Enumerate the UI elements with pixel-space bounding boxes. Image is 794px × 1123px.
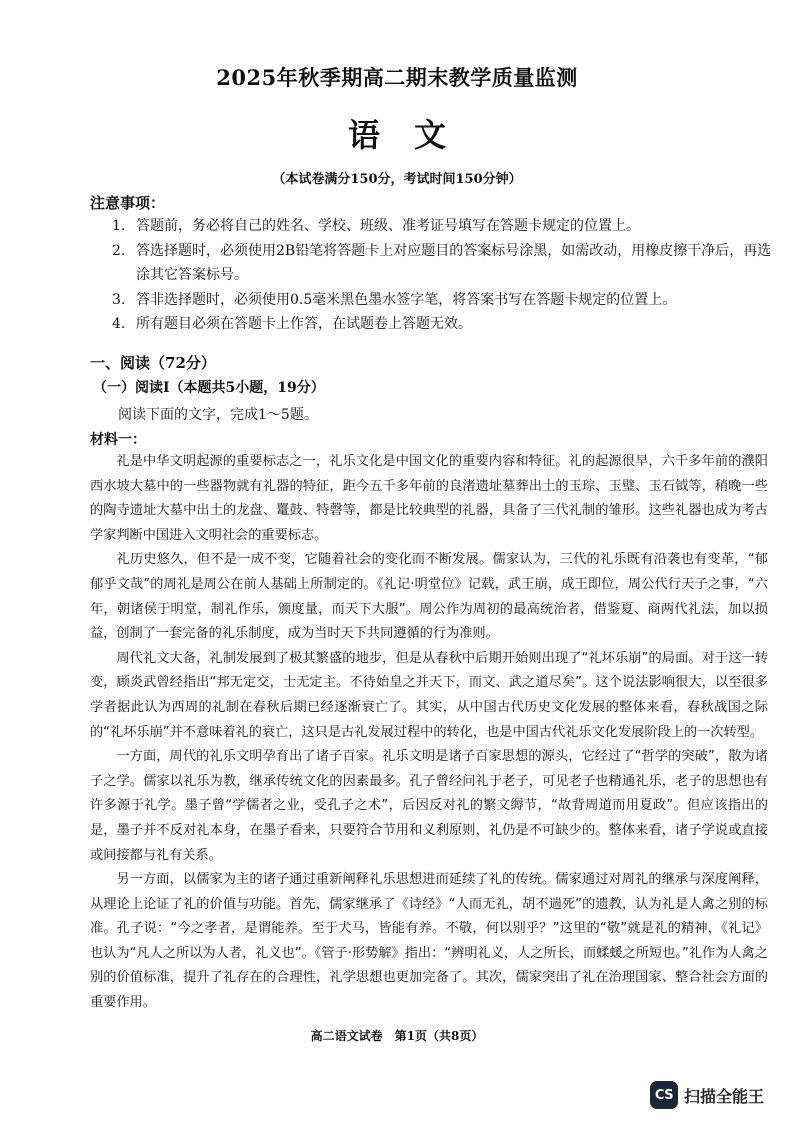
reading-passage <box>90 450 768 1016</box>
camscanner-logo-icon: CS <box>650 1081 678 1109</box>
notice-number: 3. <box>112 291 126 308</box>
passage-paragraph: 周代礼文大备，礼制发展到了极其繁盛的地步，但是从春秋中后期开始则出现了“礼坏乐崩”的局面。对于这一转变，顾炎武曾经指出“邦无定交，士无定主。不待始皇之并天下，而文、武之道尽矣”。这个说法影响很大，以至很多学者据此认为西周的礼制在春秋后期已经逐渐衰亡了。其实，从中国古代历史文化发展的整体来看，春秋战国之际的“礼坏乐崩”并不意味着礼的衰亡，这只是古礼发展过程中的转化，也是中国古代礼乐文化发展阶段上的一次转型。 <box>90 650 768 740</box>
passage-paragraph: 一方面，周代的礼乐文明孕育出了诸子百家。礼乐文明是诸子百家思想的源头，它经过了“哲学的突破”，散为诸子之学。儒家以礼乐为教，继承传统文化的因素最多。孔子曾经问礼于老子，可见老子也精通礼乐，老子的思想也有许多源于礼学。墨子曾“学儒者之业，受孔子之术”，后因反对礼的繁文缛节，“故背周道而用夏政”。但应该指出的是，墨子并不反对礼本身，在墨子看来，只要符合节用和义利原则，礼仍是不可缺少的。整体来看，诸子学说或直接或间接都与礼有关系。 <box>90 749 768 863</box>
notice-item <box>112 312 772 337</box>
notice-item <box>112 239 772 288</box>
section-heading: 一、阅读（72分） <box>90 354 216 372</box>
reading-instruction: 阅读下面的文字，完成1～5题。 <box>118 407 318 423</box>
part-heading: （一）阅读Ⅰ（本题共5小题，19分） <box>93 380 325 396</box>
notice-list <box>112 214 772 337</box>
notice-item <box>112 214 772 239</box>
notice-text: 答题前，务必将自己的姓名、学校、班级、准考证号填写在答题卡规定的位置上。 <box>136 218 640 234</box>
exam-info: （本试卷满分150分，考试时间150分钟） <box>272 172 522 187</box>
notice-item <box>112 288 772 313</box>
notice-text: 答选择题时，必须使用2B铅笔将答题卡上对应题目的答案标号涂黑，如需改动，用橡皮擦干净后，再选涂其它答案标号。 <box>136 242 772 283</box>
passage-paragraph: 礼历史悠久，但不是一成不变，它随着社会的变化而不断发展。儒家认为，三代的礼乐既有沿袭也有变革，“郁郁乎文哉”的周礼是周公在前人基础上所制定的。《礼记·明堂位》记载，武王崩，成王即位，周公代行天子之事，“六年，朝诸侯于明堂，制礼作乐，颁度量，而天下大服”。周公作为周初的最高统治者，借鉴夏、商两代礼法，加以损益，创制了一套完备的礼乐制度，成为当时天下共同遵循的行为准则。 <box>90 552 768 642</box>
subject-title: 语文 <box>347 116 480 154</box>
material-title: 材料一： <box>90 432 146 448</box>
notice-title: 注意事项： <box>90 194 166 212</box>
page-footer: 高二语文试卷 第1页（共8页） <box>310 1029 484 1043</box>
exam-title: 2025年秋季期高二期末教学质量监测 <box>216 65 578 90</box>
notice-number: 2. <box>112 242 126 259</box>
notice-text: 答非选择题时，必须使用0.5毫米黑色墨水签字笔，将答案书写在答题卡规定的位置上。 <box>136 291 677 308</box>
passage-paragraph: 另一方面，以儒家为主的诸子通过重新阐释礼乐思想进而延续了礼的传统。儒家通过对周礼的继承与深度阐释，从理论上论证了礼的价值与功能。首先，儒家继承了《诗经》“人而无礼，胡不遄死”的遗教，认为礼是人禽之别的标准。孔子说：“今之孝者，是谓能养。至于犬马，皆能有养。不敬，何以别乎？”这里的“敬”就是礼的精神，《礼记》也认为“凡人之所以为人者，礼义也”。《管子·形势解》指出：“辨明礼义，人之所长，而蝚蝯之所短也。”礼作为人禽之别的价值标准，提升了礼存在的合理性，礼学思想也更加完备了。其次，儒家突出了礼在治理国家、整合社会方面的重要作用。 <box>90 872 768 1011</box>
notice-text: 所有题目必须在答题卡上作答，在试题卷上答题无效。 <box>136 316 472 332</box>
notice-number: 1. <box>112 218 126 234</box>
passage-paragraph: 礼是中华文明起源的重要标志之一，礼乐文化是中国文化的重要内容和特征。礼的起源很早，六千多年前的濮阳西水坡大墓中的一些器物就有礼器的特征，距今五千多年前的良渚遗址墓葬出土的玉琮、玉璧、玉石钺等，稍晚一些的陶寺遗址大墓中出土的龙盘、鼍鼓、特磬等，都是比较典型的礼器，具备了三代礼制的雏形。这些礼器也成为考古学家判断中国进入文明社会的重要标志。 <box>90 454 768 543</box>
scanner-watermark <box>650 1081 764 1109</box>
watermark-text: 扫描全能王 <box>684 1086 765 1106</box>
notice-number: 4. <box>112 316 126 332</box>
